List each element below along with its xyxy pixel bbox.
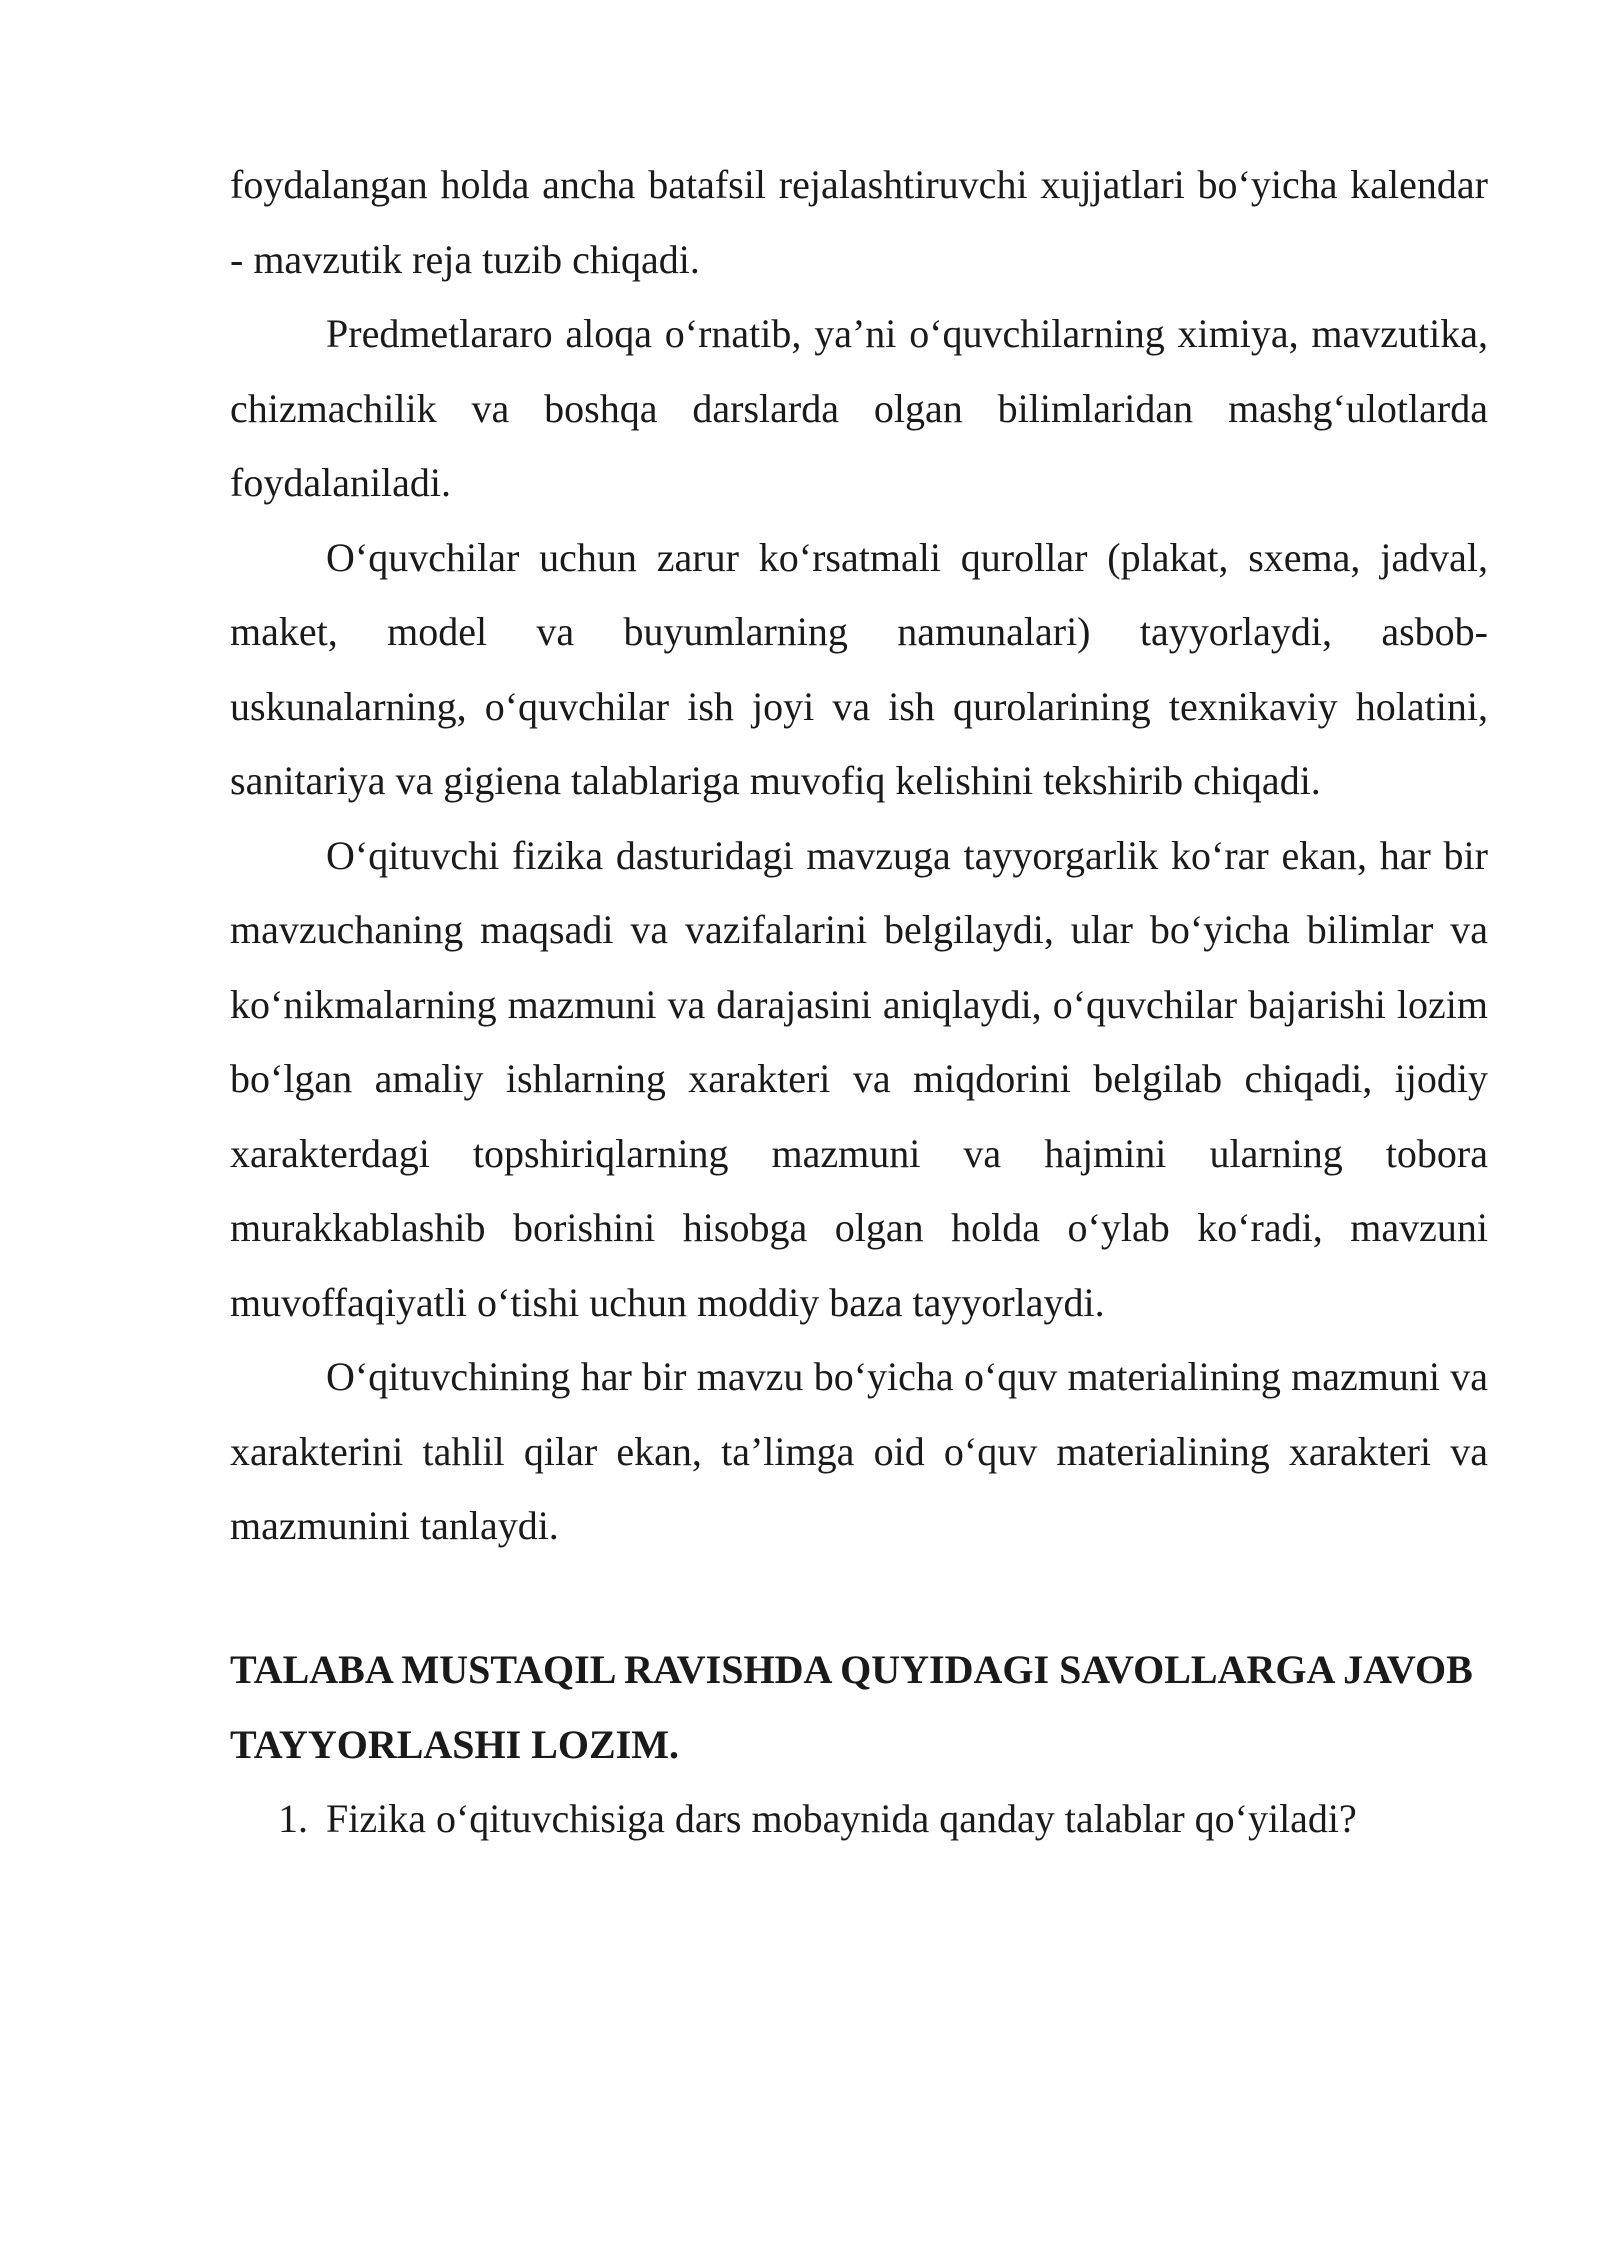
paragraph-interdisciplinary: Predmetlararo aloqa o‘rnatib, ya’ni o‘quvchilarning ximiya, mavzutika, chizmachilik va boshqa darslarda olgan bilimlaridan mashg‘ulotlarda foydalaniladi.	[230, 311, 1488, 505]
paragraph-teacher-preparation: O‘qituvchi fizika dasturidagi mavzuga tayyorgarlik ko‘rar ekan, har bir mavzuchaning maqsadi va vazifalarini belgilaydi, ular bo‘yicha bilimlar va ko‘nikmalarning mazmuni va darajasini aniqlaydi, o‘quvchilar bajarishi lozim bo‘lgan amaliy ishlarning xarakteri va miqdorini belgilab chiqadi, ijodiy xarakterdagi topshiriqlarning mazmuni va hajmini ularning tobora murakkablashib borishini hisobga olgan holda o‘ylab ko‘radi, mavzuni muvoffaqiyatli o‘tishi uchun moddiy baza tayyorlaydi.	[230, 832, 1488, 1325]
paragraph-material-analysis: O‘qituvchining har bir mavzu bo‘yicha o‘quv materialining mazmuni va xarakterini tahlil qilar ekan, ta’limga oid o‘quv materialining xarakteri va mazmunini tanlaydi.	[230, 1354, 1488, 1548]
question-number: 1.	[278, 1795, 308, 1841]
question-text: Fizika o‘qituvchisiga dars mobaynida qanday talablar qo‘yiladi?	[326, 1795, 1357, 1841]
document-page	[230, 148, 1488, 1856]
paragraph-visual-aids: O‘quvchilar uchun zarur ko‘rsatmali qurollar (plakat, sxema, jadval, maket, model va buyumlarning namunalari) tayyorlaydi, asbob-uskunalarning, o‘quvchilar ish joyi va ish qurolarining texnikaviy holatini, sanitariya va gigiena talablariga muvofiq kelishini tekshirib chiqadi.	[230, 534, 1488, 803]
list-item	[278, 1782, 1488, 1857]
paragraph-continuation: foydalangan holda ancha batafsil rejalashtiruvchi xujjatlari bo‘yicha kalendar - mavzutik reja tuzib chiqadi.	[230, 162, 1488, 282]
section-heading: TALABA MUSTAQIL RAVISHDA QUYIDAGI SAVOLLARGA JAVOB TAYYORLASHI LOZIM.	[230, 1646, 1473, 1767]
question-list	[230, 1782, 1488, 1857]
